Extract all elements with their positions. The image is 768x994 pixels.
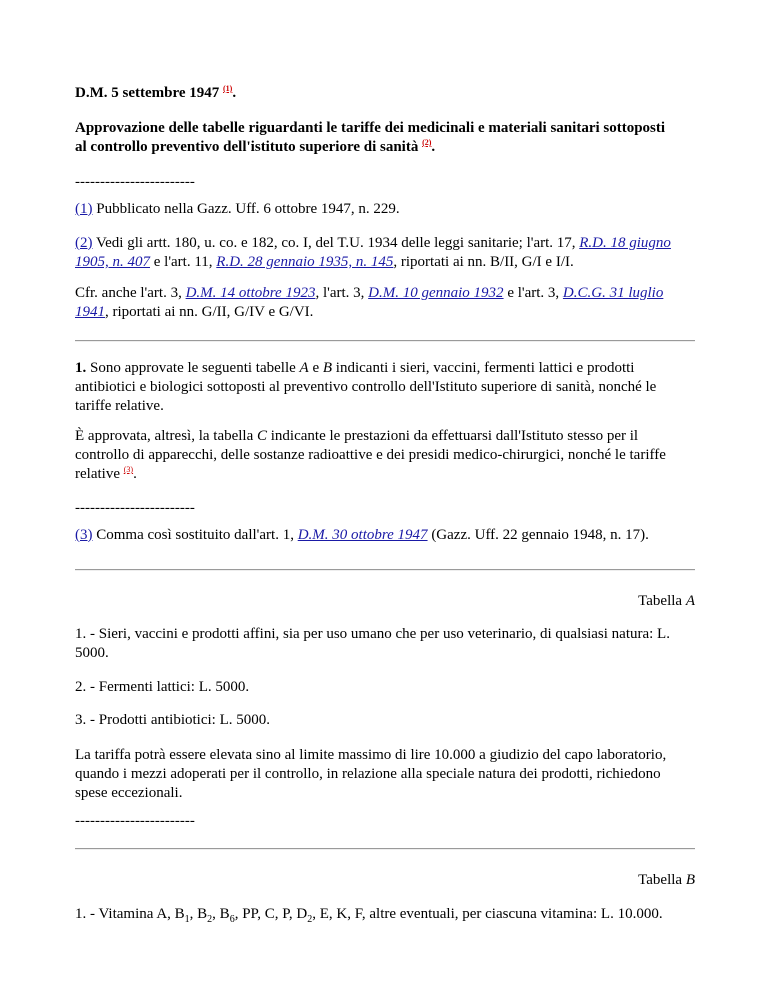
separator-line-2: ------------------------ <box>75 500 195 516</box>
article-1-p2-line-3: relative $^{(3)}$. <box>75 465 137 482</box>
decree-title: D.M. 5 settembre 1947 $^{(1)}$. <box>75 84 237 101</box>
article-1-p2-line-1: È approvata, altresì, la tabella C indicante le prestazioni da effettuarsi dall'Istituto stesso per il <box>75 428 639 444</box>
article-1-p1-line-2: antibiotici e biologici sottoposti al preventivo controllo dell'Istituto superiore di sanità, nonché le <box>75 379 657 395</box>
dcg-1941-link[interactable]: D.C.G. 31 luglio <box>562 285 664 301</box>
rd-1905-link[interactable]: R.D. 18 giugno <box>579 235 671 251</box>
separator-line-3: ------------------------ <box>75 813 195 829</box>
horizontal-rule-2 <box>75 569 695 571</box>
dm-1932-link[interactable]: D.M. 10 gennaio 1932 <box>368 285 504 301</box>
article-1-p2-line-2: controllo di apparecchi, delle sostanze radioattive e dei presidi medico-chirurgici, nonché le tariffe <box>75 447 666 463</box>
dm-1947-link[interactable]: D.M. 30 ottobre 1947 <box>297 527 428 543</box>
tabella-a-item-3: 3. - Prodotti antibiotici: L. 5000. <box>75 712 270 728</box>
footnote-1: (1) Pubblicato nella Gazz. Uff. 6 ottobre 1947, n. 229. <box>75 201 400 217</box>
tabella-a-note-line-3: spese eccezionali. <box>75 785 183 801</box>
footnote-2: (2) Vedi gli artt. 180, u. co. e 182, co. I, del T.U. 1934 delle leggi sanitarie; l'art. 17, R.D. 18 giugno <box>75 235 671 251</box>
separator-line: ------------------------ <box>75 174 195 190</box>
footnote-3-link[interactable]: (3) <box>75 527 93 543</box>
dcg-1941-link-cont[interactable]: 1941 <box>75 304 105 320</box>
footnote-2-link[interactable]: (2) <box>75 235 93 251</box>
footnote-1-link[interactable]: (1) <box>75 201 93 217</box>
rd-1935-link[interactable]: R.D. 28 gennaio 1935, n. 145 <box>216 254 394 270</box>
footnote-ref-3[interactable]: (3) <box>123 465 134 474</box>
rd-1905-link-cont[interactable]: 1905, n. 407 <box>75 254 150 270</box>
decree-subtitle-line-2: al controllo preventivo dell'istituto superiore di sanità $^{(2)}$. <box>75 138 436 155</box>
article-1-p1-line-3: tariffe relative. <box>75 398 164 414</box>
tabella-b-item-1: 1. - Vitamina A, $B_1$, $B_2$, $B_6$, PP, C, P, $D_2$, E, K, F, altre eventuali, per ciascuna vitamina: L. 10.000. <box>75 906 663 925</box>
cfr-note-cont: 1941, riportati ai nn. G/II, G/IV e G/VI. <box>75 304 314 320</box>
title-text: D.M. 5 settembre 1947 <box>75 85 220 101</box>
tabella-a-note-line-1: La tariffa potrà essere elevata sino al limite massimo di lire 10.000 a giudizio del capo laboratorio, <box>75 747 667 763</box>
horizontal-rule-3 <box>75 848 695 850</box>
tabella-a-note-line-2: quando i mezzi adoperati per il controllo, in relazione alla speciale natura dei prodotti, richiedono <box>75 766 661 782</box>
footnote-ref-1[interactable]: (1) <box>223 84 233 93</box>
decree-subtitle-line-1: Approvazione delle tabelle riguardanti le tariffe dei medicinali e materiali sanitari sottoposti <box>75 120 666 136</box>
horizontal-rule <box>75 340 695 342</box>
tabella-a-item-1-line-2: 5000. <box>75 645 109 661</box>
dm-1923-link[interactable]: D.M. 14 ottobre 1923 <box>185 285 316 301</box>
cfr-note: Cfr. anche l'art. 3, D.M. 14 ottobre 1923, l'art. 3, D.M. 10 gennaio 1932 e l'art. 3, D.C.G. 31 luglio <box>75 285 664 301</box>
tabella-a-item-2: 2. - Fermenti lattici: L. 5000. <box>75 679 250 695</box>
footnote-3: (3) Comma così sostituito dall'art. 1, D.M. 30 ottobre 1947 (Gazz. Uff. 22 gennaio 1948, n. 17). <box>75 527 649 543</box>
tabella-b-heading: Tabella B <box>638 872 695 888</box>
tabella-a-heading: Tabella A <box>638 593 695 609</box>
article-1-p1-line-1: 1. Sono approvate le seguenti tabelle A e B indicanti i sieri, vaccini, fermenti lattici e prodotti <box>75 360 635 376</box>
footnote-2-cont: 1905, n. 407 e l'art. 11, R.D. 28 gennaio 1935, n. 145, riportati ai nn. B/II, G/I e I/I. <box>75 254 574 270</box>
tabella-a-item-1-line-1: 1. - Sieri, vaccini e prodotti affini, sia per uso umano che per uso veterinario, di qualsiasi natura: L. <box>75 626 670 642</box>
footnote-ref-2[interactable]: (2) <box>422 138 432 147</box>
